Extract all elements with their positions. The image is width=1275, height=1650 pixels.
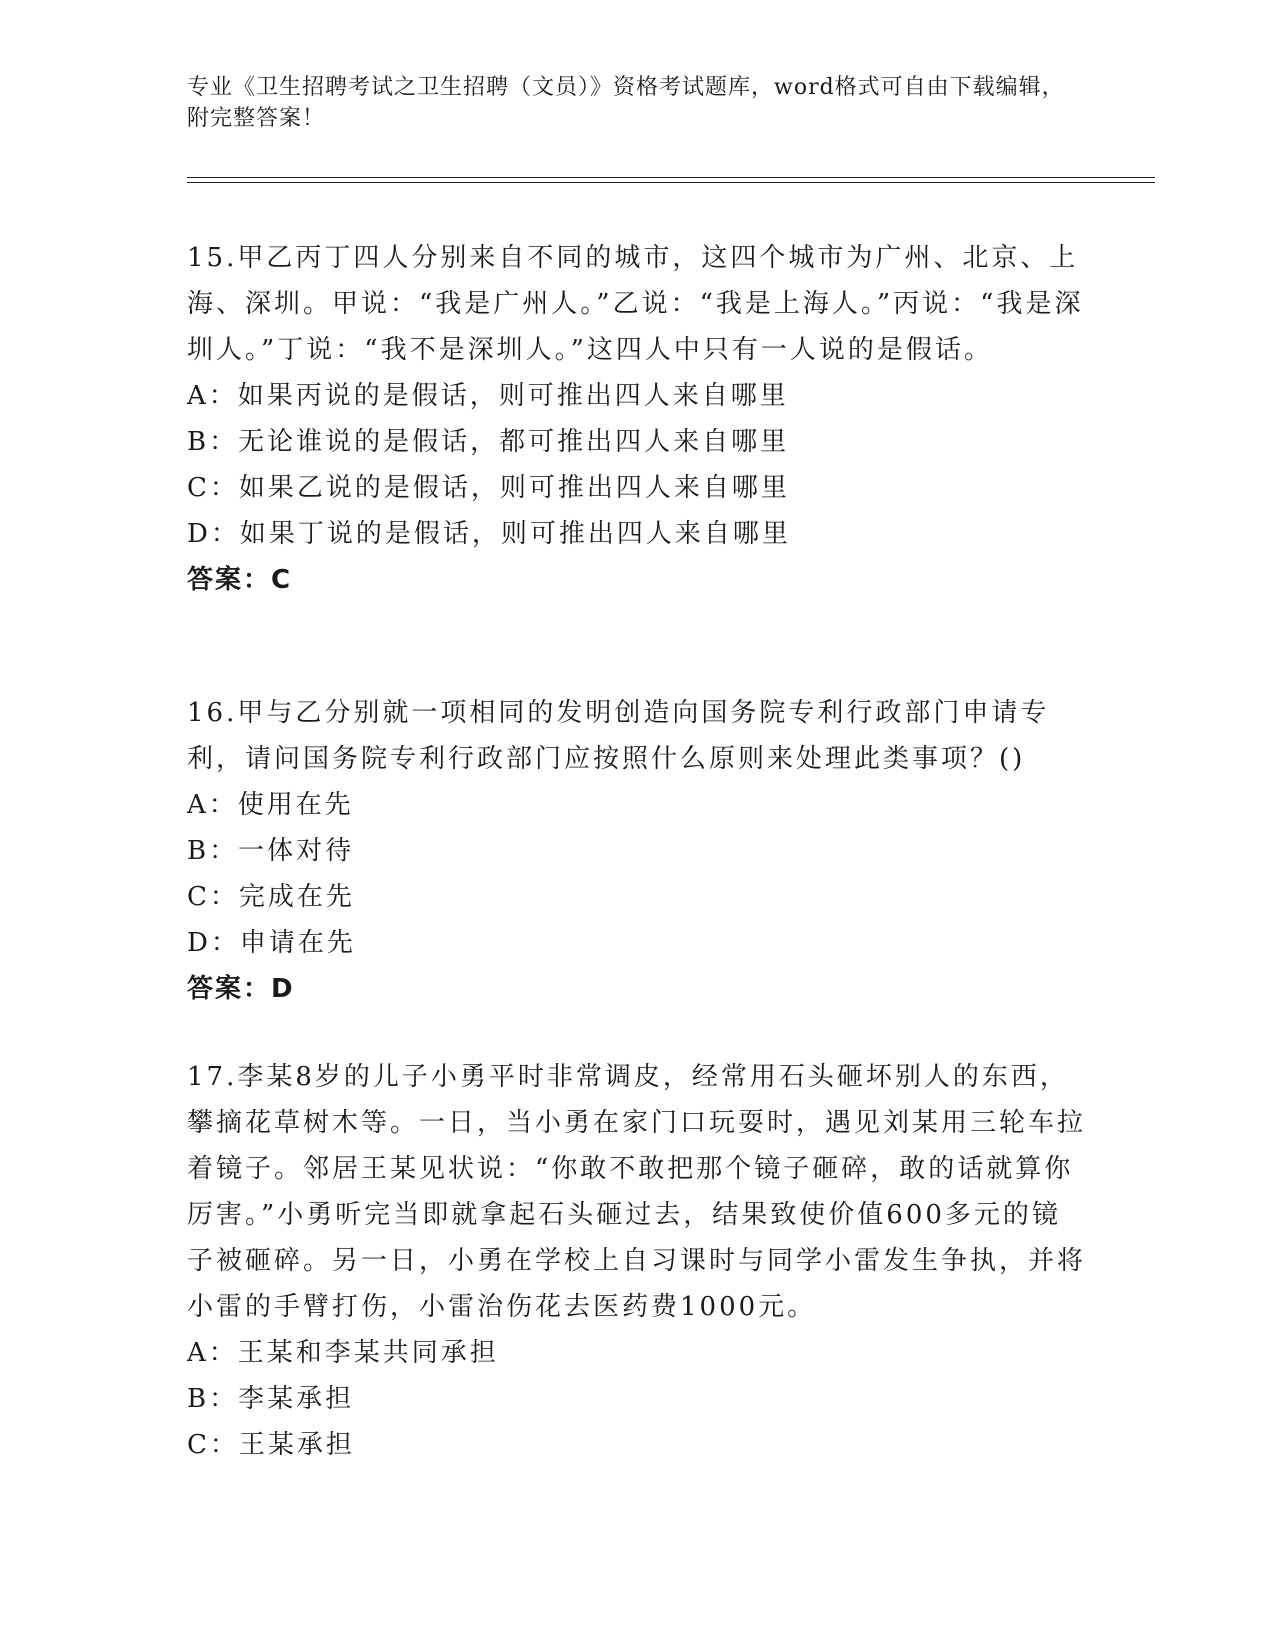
question-15: [187, 235, 1087, 603]
answer: 答案：C: [187, 565, 293, 595]
answer: 答案：D: [187, 974, 295, 1004]
option-c: C：完成在先: [187, 882, 355, 912]
option-b: B：李某承担: [187, 1384, 355, 1414]
option-c: C：如果乙说的是假话，则可推出四人来自哪里: [187, 473, 790, 503]
header-rule-bottom: [187, 182, 1155, 183]
question-stem: 17.李某8岁的儿子小勇平时非常调皮，经常用石头砸坏别人的东西，攀摘花草树木等。一日，当小勇在家门口玩耍时，遇见刘某用三轮车拉着镜子。邻居王某见状说：“你敢不敢把那个镜子砸碎，敢的话就算你厉害。”小勇听完当即就拿起石头砸过去，结果致使价值600多元的镜子被砸碎。另一日，小勇在学校上自习课时与同学小雷发生争执，并将小雷的手臂打伤，小雷治伤花去医药费1000元。: [187, 1062, 1087, 1322]
option-b: B：无论谁说的是假话，都可推出四人来自哪里: [187, 427, 790, 457]
document-header: [187, 72, 1087, 134]
option-d: D：如果丁说的是假话，则可推出四人来自哪里: [187, 519, 791, 549]
header-text: 专业《卫生招聘考试之卫生招聘（文员）》资格考试题库，word格式可自由下载编辑，附完整答案！: [187, 75, 1065, 131]
option-a: A：如果丙说的是假话，则可推出四人来自哪里: [187, 381, 789, 411]
option-c: C：王某承担: [187, 1430, 355, 1460]
question-stem: 15.甲乙丙丁四人分别来自不同的城市，这四个城市为广州、北京、上海、深圳。甲说：“我是广州人。”乙说：“我是上海人。”丙说：“我是深圳人。”丁说：“我不是深圳人。”这四人中只有一人说的是假话。: [187, 243, 1084, 365]
question-17: [187, 1054, 1087, 1468]
option-b: B：一体对待: [187, 836, 355, 866]
option-a: A：王某和李某共同承担: [187, 1338, 499, 1368]
option-a: A：使用在先: [187, 790, 354, 820]
option-d: D：申请在先: [187, 928, 356, 958]
question-16: [187, 690, 1087, 1012]
question-stem: 16.甲与乙分别就一项相同的发明创造向国务院专利行政部门申请专利，请问国务院专利行政部门应按照什么原则来处理此类事项？(): [187, 698, 1050, 774]
header-rule-top: [187, 177, 1155, 178]
